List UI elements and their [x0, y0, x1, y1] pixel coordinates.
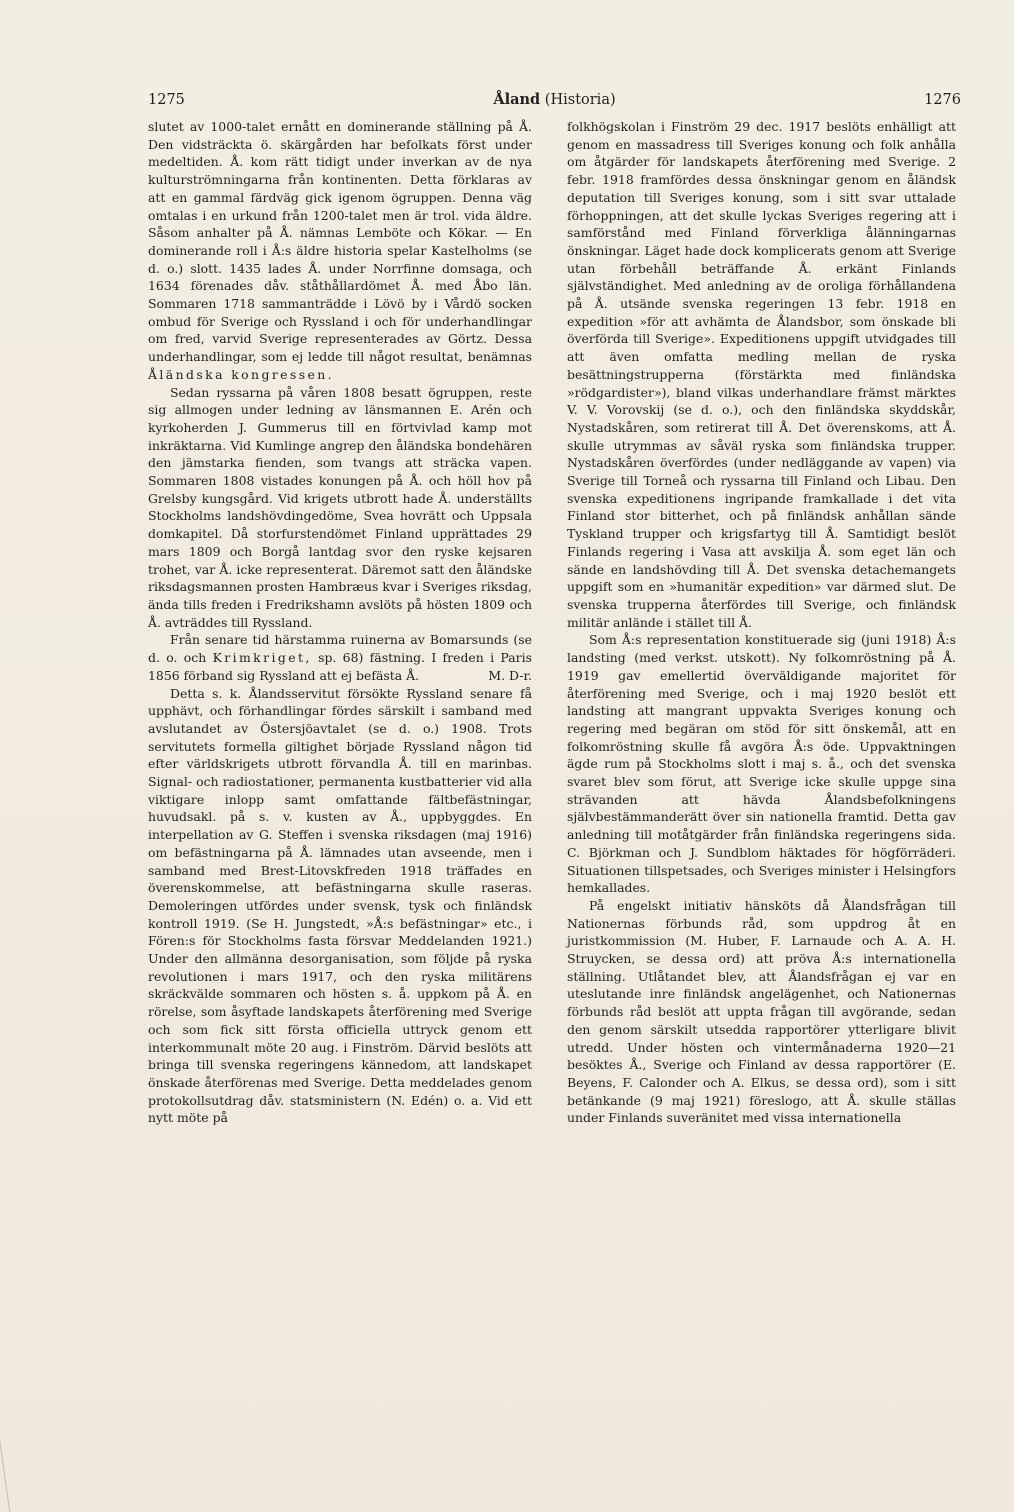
page-number-right: 1276	[924, 92, 961, 108]
paragraph: På engelskt initiativ hänsköts då Ålandsfrågan till Nationernas förbunds råd, som uppdrog åt en juristkommission (M. Huber, F. Larnaude och A. A. H. Struycken, se dessa ord) att pröva Å:s internationella ställning. Utlåtandet blev, att Ålandsfrågan ej var en uteslutande inre finländsk angelägenhet, och Nationernas förbunds råd beslöt att uppta frågan till avgörande, sedan den genom särskilt utsedda rapportörer ytterligare blivit utredd. Under hösten och vintermånaderna 1920—21 besöktes Å., Sverige och Finland av dessa rapportörer (E. Beyens, F. Calonder och A. Elkus, se dessa ord), som i sitt betänkande (9 maj 1921) föreslogo, att Å. skulle ställas under Finlands suveränitet med vissa internationella	[567, 897, 956, 1126]
left-column	[148, 118, 532, 1127]
spaced-term: Åländska kongressen.	[148, 366, 335, 382]
paragraph: Som Å:s representation konstituerade sig (juni 1918) Å:s landsting (med verkst. utskott). Ny folkomröstning på Å. 1919 gav emellertid överväldigande majoritet för återförening med Sverige, och i maj 1920 beslöt ett landsting att mangrant uppvakta Sveriges konung och regering med begäran om stöd för sitt önskemål, att en folkomröstning skulle få avgöra Å:s öde. Uppvaktningen ägde rum på Stockholms slott i maj s. å., och det svenska svaret blev som förut, att Sverige icke skulle uppge sina strävanden att hävda Ålandsbefolkningens självbestämmanderätt över sin nationella framtid. Detta gav anledning till motåtgärder från finländska regeringens sida. C. Björkman och J. Sundblom häktades för högförräderi. Situationen tillspetsades, och Sveriges minister i Helsingfors hemkallades.	[567, 632, 956, 896]
author-signature: M. D-r.	[488, 667, 532, 683]
paragraph: Sedan ryssarna på våren 1808 besatt ögruppen, reste sig allmogen under ledning av länsmannen E. Arén och kyrkoherden J. Gummerus till en förtvivlad kamp mot inkräktarna. Vid Kumlinge angrep den åländska bondehären den jämstarka fienden, som tvangs att sträcka vapen. Sommaren 1808 vistades konungen på Å. och höll hov på Grelsby kungsgård. Vid krigets utbrott hade Å. underställts Stockholms landshövdingedöme, Svea hovrätt och Uppsala domkapitel. Då storfurstendömet Finland upprättades 29 mars 1809 och Borgå lantdag svor den ryske kejsaren trohet, var Å. icke representerat. Däremot satt den åländske riksdagsmannen prosten Hambræus kvar i Sveriges riksdag, ända tills freden i Fredrikshamn avslöts på hösten 1809 och Å. avträddes till Ryssland.	[148, 384, 532, 630]
right-column	[567, 118, 956, 1127]
page-number-left: 1275	[148, 92, 185, 108]
running-title	[148, 90, 961, 110]
spaced-term: Krimkriget,	[212, 650, 312, 666]
running-title-main: Åland	[493, 91, 541, 108]
paragraph-text: sp. 68) fästning. I freden i Paris 1856 förband sig Ryssland att ej befästa Å.	[148, 650, 532, 683]
page-header	[148, 90, 961, 110]
paragraph-text: Från senare tid härstamma ruinerna av Bomarsunds (se d. o. och	[148, 632, 532, 666]
paragraph	[148, 631, 532, 684]
paragraph-text: slutet av 1000-talet ernått en dominerande ställning på Å. Den vidsträckta ö. skärgården har befolkats först under medeltiden. Å. kom rätt tidigt under inverkan av de nya kulturströmningarna från kontinenten. Detta förklaras av att en gammal färdväg gick igenom ögruppen. Denna väg omtalas i en urkund från 1200-talet men är trol. vida äldre. Såsom anhalter på Å. nämnas Lemböte och Kökar. — En dominerande roll i Å:s äldre historia spelar Kastelholms (se d. o.) slott. 1435 lades Å. under Norrfinne domsaga, och 1634 förenades dåv. ståthållardömet Å. med Åbo län. Sommaren 1718 sammanträdde i Lövö by i Vårdö socken ombud för Sverige och Ryssland i och för underhandlingar om fred, varvid Sverige representerades av Görtz. Dessa underhandlingar, som ej ledde till något resultat, benämnas	[148, 119, 532, 365]
paragraph	[148, 118, 532, 384]
paragraph: folkhögskolan i Finström 29 dec. 1917 beslöts enhälligt att genom en massadress till Sveriges konung och folk anhålla om åtgärder för landskapets återförening med Sverige. 2 febr. 1918 framfördes dessa önskningar genom en åländsk deputation till Sveriges konung, som i sitt svar uttalade förhoppningen, att det skulle lyckas Sveriges regering att i samförstånd med Finland förverkliga ålänningarnas önskningar. Läget hade dock komplicerats genom att Sverige utan förbehåll beträffande Å. erkänt Finlands självständighet. Med anledning av de oroliga förhållandena på Å. utsände svenska regeringen 13 febr. 1918 en expedition »för att avhämta de Ålandsbor, som önskade bli överförda till Sverige». Expeditionens uppgift utvidgades till att även omfatta medling mellan de ryska besättningstrupperna (förstärkta med finländska »rödgardister»), bland vilkas underhandlare främst märktes V. V. Vorovskij (se d. o.), och den finländska skyddskår, Nystadskåren, som retirerat till Å. Det överenskoms, att Å. skulle utrymmas av såväl ryska som finländska trupper. Nystadskåren överfördes (under nedläggande av vapen) via Sverige till Torneå och ryssarna till Finland och Libau. Den svenska expeditionens ingripande framkallade i det vita Finland stor bitterhet, och på finländsk anhållan sände Tyskland trupper och krigsfartyg till Å. Samtidigt beslöt Finlands regering i Vasa att avskilja Å. som eget län och sände en landshövding till Å. Det svenska detachemangets uppgift som en »humanitär expedition» var därmed slut. De svenska trupperna återfördes till Sverige, och finländsk militär anlände i stället till Å.	[567, 119, 956, 630]
page-edge-mark	[0, 1380, 50, 1512]
running-title-sub: (Historia)	[540, 92, 616, 108]
paragraph: Detta s. k. Ålandsservitut försökte Ryssland senare få upphävt, och förhandlingar fördes särskilt i samband med avslutandet av Östersjöavtalet (se d. o.) 1908. Trots servitutets formella giltighet började Ryssland någon tid efter världskrigets utbrott förvandla Å. till en marinbas. Signal- och radiostationer, permanenta kustbatterier vid alla viktigare inlopp samt omfattande fältbefästningar, huvudsakl. på s. v. kusten av Å., uppbyggdes. En interpellation av G. Steffen i svenska riksdagen (maj 1916) om befästningarna på Å. lämnades utan avseende, men i samband med Brest-Litovskfreden 1918 träffades en överenskommelse, att befästningarna skulle raseras. Demoleringen utfördes under svensk, tysk och finländsk kontroll 1919. (Se H. Jungstedt, »Å:s befästningar» etc., i Fören:s för Stockholms fasta försvar Meddelanden 1921.) Under den allmänna desorganisation, som följde på ryska revolutionen i mars 1917, och den ryska militärens skräckvälde sommaren och hösten s. å. uppkom på Å. en rörelse, som åsyftade landskapets återförening med Sverige och som fick sitt första officiella uttryck genom ett interkommunalt möte 20 aug. i Finström. Därvid beslöts att bringa till svenska regeringens kännedom, att landskapet önskade återförenas med Sverige. Detta meddelades genom protokollsutdrag dåv. statsministern (N. Edén) o. a. Vid ett nytt möte på	[148, 685, 532, 1126]
